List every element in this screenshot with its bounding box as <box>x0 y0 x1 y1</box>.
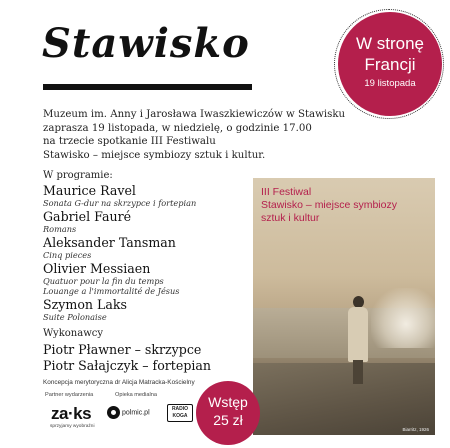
festival-title-line: III Festiwal <box>261 186 312 198</box>
photo-spray <box>371 288 435 348</box>
intro-line: Stawisko – miejsce symbiozy sztuk i kultur. <box>43 149 266 161</box>
intro-text <box>43 108 346 162</box>
price-badge <box>196 381 260 445</box>
price-value: 25 zł <box>213 412 243 428</box>
performers-section <box>43 327 273 374</box>
work-title: Sonata G-dur na skrzypce i fortepian <box>43 198 197 208</box>
work-title: Suite Polonaise <box>43 312 107 322</box>
intro-line: zaprasza 19 listopada, w niedzielę, o godzinie 17.00 <box>43 122 312 134</box>
work-title: Quatuor pour la fin du temps <box>43 276 164 286</box>
composer-name: Maurice Ravel <box>43 183 136 198</box>
polmic-logo <box>107 406 150 419</box>
festival-title-line: Stawisko – miejsce symbiozy <box>261 199 397 211</box>
work-title: Cinq pieces <box>43 250 92 260</box>
logo-underline <box>43 84 252 90</box>
zaiks-tagline: sprzyjamy wyobraźni <box>50 424 95 429</box>
composer-name: Szymon Laks <box>43 297 127 312</box>
photo-shore <box>253 363 435 435</box>
logo-wordmark: Stawisko <box>42 20 250 67</box>
photo-credit: Biarritz, 1926 <box>402 427 429 432</box>
composer-name: Aleksander Tansman <box>43 235 176 250</box>
event-badge <box>338 12 442 116</box>
media-label: Opieka medialna <box>115 392 157 398</box>
performer-name: Piotr Sałajczyk – fortepian <box>43 358 212 373</box>
figure-legs <box>353 360 363 384</box>
polmic-text: polmic.pl <box>122 409 150 417</box>
work-title: Louange a l'immortalité de Jésus <box>43 286 180 296</box>
festival-title-line: sztuk i kultur <box>261 212 320 224</box>
performer-name: Piotr Pławner – skrzypce <box>43 342 202 357</box>
concept-credit: Koncepcja merytoryczna dr Alicja Matracka-Kościelny <box>43 379 195 386</box>
poster-photo <box>253 178 435 435</box>
price-label: Wstęp <box>208 394 248 410</box>
figure-body <box>348 307 368 362</box>
intro-line: na trzecie spotkanie III Festiwalu <box>43 136 216 147</box>
festival-title <box>261 186 431 225</box>
work-title: Romans <box>43 224 77 234</box>
zaiks-logo: za·ks <box>51 404 92 423</box>
performers-label: Wykonawcy <box>43 328 103 339</box>
program-label: W programie: <box>43 170 113 181</box>
program-section <box>43 169 273 322</box>
badge-title-line2: Francji <box>364 55 416 74</box>
stawisko-logo <box>42 22 257 74</box>
partner-label: Partner wydarzenia <box>45 392 94 398</box>
polmic-icon <box>107 406 120 419</box>
partners-section <box>43 390 203 440</box>
photo-figure <box>346 296 370 386</box>
composer-name: Olivier Messiaen <box>43 261 151 276</box>
badge-date: 19 listopada <box>364 78 416 89</box>
badge-title-line1: W stronę <box>355 34 425 53</box>
intro-line: Muzeum im. Anny i Jarosława Iwaszkiewiczów w Stawisku <box>43 109 346 120</box>
radio-logo: RADIO KOGA <box>167 404 193 422</box>
composer-name: Gabriel Fauré <box>43 209 132 224</box>
